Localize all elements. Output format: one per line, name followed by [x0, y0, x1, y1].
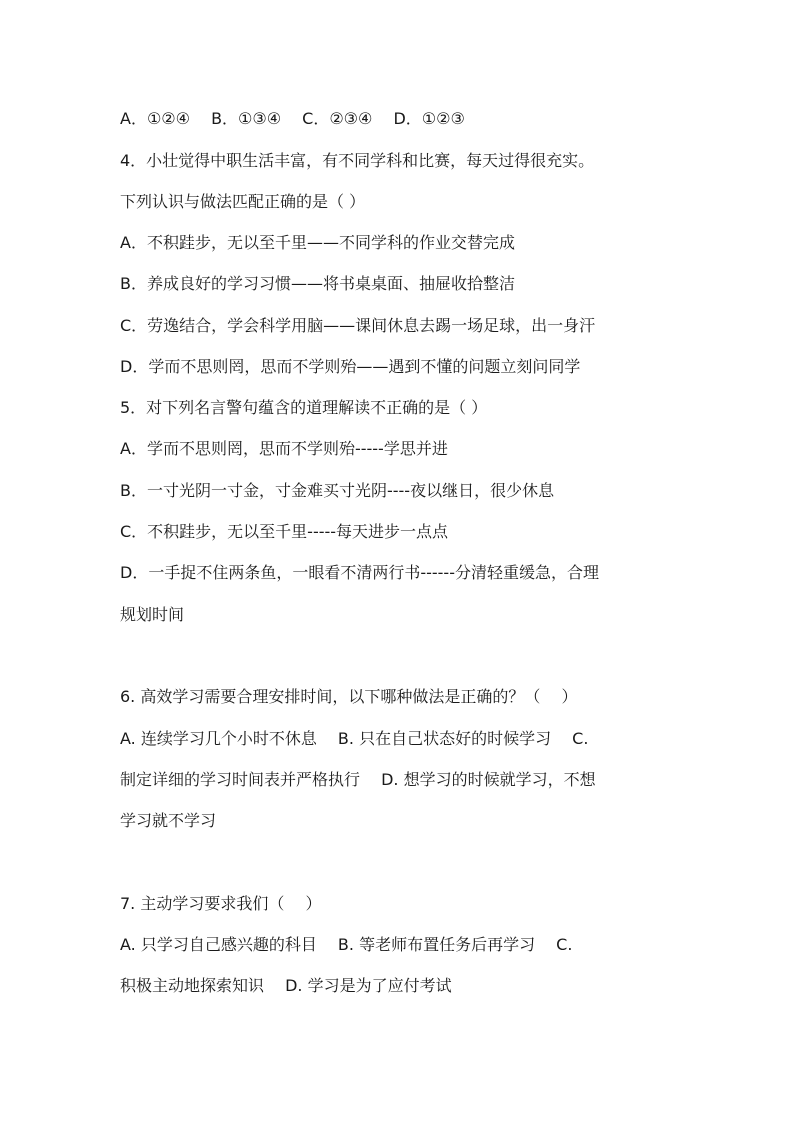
q6-options-line-1: A. 连续学习几个小时不休息 B. 只在自己状态好的时候学习 C. [120, 729, 589, 748]
q4-option-c: C．劳逸结合，学会科学用脑——课间休息去踢一场足球，出一身汗 [120, 316, 596, 335]
q6-options-line-2: 制定详细的学习时间表并严格执行 D. 想学习的时候就学习，不想 [120, 770, 596, 789]
q6-options-line-3: 学习就不学习 [120, 811, 217, 830]
q7-options-line-2: 积极主动地探索知识 D. 学习是为了应付考试 [120, 976, 452, 995]
q7-stem: 7. 主动学习要求我们（ ） [120, 894, 322, 913]
q5-option-a: A．学而不思则罔，思而不学则殆-----学思并进 [120, 439, 448, 458]
q4-option-d: D．学而不思则罔，思而不学则殆——遇到不懂的问题立刻问同学 [120, 357, 581, 376]
q4-option-b: B．养成良好的学习习惯——将书桌桌面、抽屉收拾整洁 [120, 274, 515, 293]
q4-stem-line-2: 下列认识与做法匹配正确的是（ ） [120, 192, 366, 211]
q5-stem: 5．对下列名言警句蕴含的道理解读不正确的是（ ） [120, 398, 488, 417]
q7-options-line-1: A. 只学习自己感兴趣的科目 B. 等老师布置任务后再学习 C. [120, 935, 573, 954]
q3-options: A．①②④ B．①③④ C．②③④ D．①②③ [120, 109, 465, 128]
q4-stem-line-1: 4．小壮觉得中职生活丰富，有不同学科和比赛，每天过得很充实。 [120, 151, 595, 170]
q5-option-b: B．一寸光阴一寸金，寸金难买寸光阴----夜以继日，很少休息 [120, 481, 555, 500]
q6-stem: 6. 高效学习需要合理安排时间，以下哪种做法是正确的？（ ） [120, 687, 578, 706]
q5-option-c: C．不积跬步，无以至千里-----每天进步一点点 [120, 522, 449, 541]
q4-option-a: A．不积跬步，无以至千里——不同学科的作业交替完成 [120, 233, 515, 252]
q5-option-d-line-2: 规划时间 [120, 605, 185, 624]
q5-option-d-line-1: D．一手捉不住两条鱼，一眼看不清两行书------分清轻重缓急，合理 [120, 563, 599, 582]
